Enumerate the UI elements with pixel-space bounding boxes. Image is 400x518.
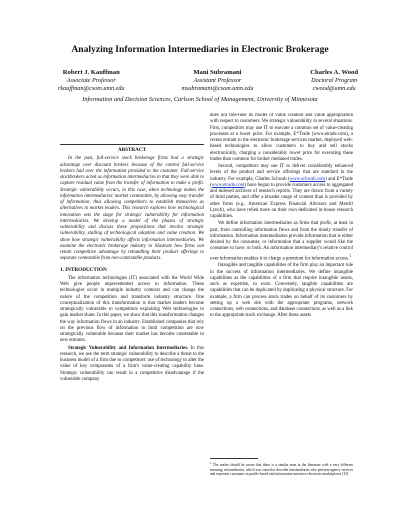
author-email: cwood@umn.edu <box>312 85 356 93</box>
right-paragraph-1: does not fine-tune its model of value creation and value appropriation with respect to customers. We strategic vulnerability in several situations. First, competitors may use IT to execute a common set of value-creating processes at a lower price. For example, E*Trade (www.etrade.com), a recent entrant to the electronic brokerage services market, deployed web-based technologies to allow customers to buy and sell stocks electronically, charging a considerably lower price for executing these trades than common for broker mediated trades. <box>210 113 353 162</box>
sv-text: In this research, we use the term strategic vulnerability to describe a threat to the business model of a firm due to competitors' use of technology to alter the value of key components of a firm's value-creating capability base. Strategic vulnerability can result in a competitive disadvantage if the vulnerable company <box>60 345 204 382</box>
right-column <box>210 113 353 483</box>
author-role: Associate Professor <box>66 77 116 85</box>
p2-text-c: ) have begun to provide customers access to aggregated and indexed archives of research reports. They are drawn from a variety of third parties, and offer a broader range of content than is provided by other firms (e.g., American Express Financial Advisors and Merrill Lynch), who have relied more on their own dedicated in-house research capabilities. <box>210 182 353 219</box>
author-role: Assistant Professor <box>193 77 242 85</box>
right-paragraph-3 <box>210 221 353 262</box>
intro-paragraph: The information technologies (IT) associated with the World Wide Web give people unprecedented access to information. These technologies occur in multiple industry contexts and can change the nature of the competition and transform industry structure. One conceptualization of this transformation is that market leaders become strategically vulnerable to competitors exploiting Web technologies to gain market share. In this paper, we show that this transformation changes the way information flows in an industry. Established companies that rely on the previous flow of information to limit competition are now strategically vulnerable because their market has become contestable to new entrants. <box>60 275 204 344</box>
abstract-text: In the past, full-service stock brokerage firms had a strategic advantage over discount brokers because of the control full-service brokers had over the information provided to the customer. Full-service stockbrokers acted as information intermediaries in that they were able to capture residual value from the transfer of information to make a profit. Strategic vulnerability occurs, in this case, when technology makes the information intermediaries' market contestable, by allowing easy transfer of information, thus allowing competitors to establish themselves as alternatives to market leaders. This research explores how technological innovation sets the stage for strategic vulnerability for information intermediaries. We develop a model of the phases of strategic vulnerability and discuss these propositions that involve strategic vulnerability, stalling of technological adoption and value creation. We show how strategic vulnerability affects information intermediaries. We examine the electronic brokerage industry to illustrate how firms can retain competitive advantage by rebundling their product offerings to separate contestable from non-contestable products. <box>60 156 204 262</box>
right-paragraph-2 <box>210 164 353 220</box>
affiliation: Information and Decision Sciences, Carlson School of Management, University of Minnesota <box>82 96 318 103</box>
paper-title: Analyzing Information Intermediaries in Electronic Brokerage <box>71 44 329 55</box>
author-name: Charles A. Wood <box>310 69 358 76</box>
author-2 <box>181 69 253 94</box>
p2-text-b: ) and E*Trade ( <box>210 176 353 188</box>
author-name: Robert J. Kauffman <box>62 69 120 76</box>
etrade-link[interactable]: www.etrade.com <box>211 182 245 188</box>
author-block <box>58 69 358 94</box>
author-1 <box>58 69 125 94</box>
author-email: msubramani@csom.umn.edu <box>181 85 254 93</box>
footnote-text: The reader should be aware that there is a similar term in the literature with a very different meaning, infomediaries, which was coined to describe intermediaries who perform agency services and represent customers in profile-based and information-intensive electronic marketplaces [15]. <box>210 463 353 477</box>
left-column <box>60 144 204 494</box>
author-email: rkauffman@csom.umn.edu <box>58 85 125 93</box>
sv-subheading: Strategic Vulnerability and Information Intermediaries. <box>68 345 189 351</box>
sv-paragraph <box>60 346 204 384</box>
schwab-link[interactable]: www.schwab.com <box>289 176 326 182</box>
author-3 <box>310 69 358 94</box>
footnote-mark: 1 <box>210 461 212 465</box>
author-role: Doctoral Program <box>311 77 358 85</box>
footnote <box>210 461 353 477</box>
p2-text-a: Second, competitors may use IT to deliver considerably enhanced levels of the product and service offerings that are standard in the industry. For example, Charles Schwab ( <box>210 164 353 182</box>
abstract-heading: ABSTRACT <box>117 147 147 153</box>
right-paragraph-4: Intangible and tangible capabilities of the firm play an important role in the success of information intermediaries. We define intangible capabilities as the capabilities of a firm that require intangible assets, such as expertise, to exist. Conversely, tangible capabilities are capabilities that can be duplicated by duplicating a physical structure. For example, a firm can process stock trades on behalf of its customers by setting up a web site with the appropriate programs, network connections, web connections, and database connections, as well as a link to the appropriate stock exchange. After these assets <box>210 263 353 319</box>
footnote-reference: 1 <box>349 252 352 258</box>
introduction-heading: 1. INTRODUCTION <box>60 266 107 273</box>
author-name: Mani Subramani <box>193 69 242 76</box>
p3-text: We define information intermediaries as firms that profit, at least in part, from controlling information flows and from the timely transfer of information. Information intermediaries provide information that is either desired by the consumer, or information that a supplier would like the consumer to have, or both. An information intermediary's relative control over information enables it to charge a premium for information access. <box>210 221 353 262</box>
footnote-rule <box>210 458 258 459</box>
abstract-rule <box>60 144 204 145</box>
